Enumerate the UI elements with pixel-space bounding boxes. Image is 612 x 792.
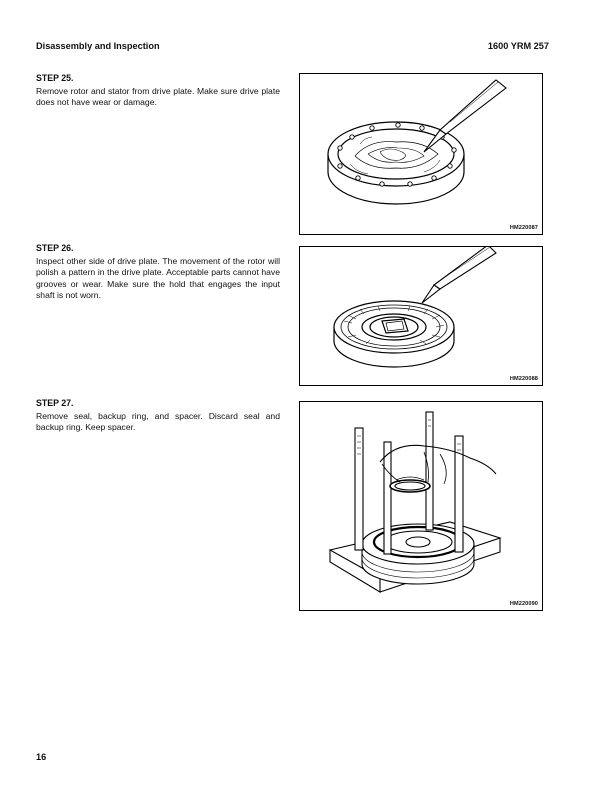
- figure-drive-plate: [299, 73, 543, 235]
- figure-drive-plate-reverse: [299, 246, 543, 386]
- step-27: [36, 398, 280, 434]
- figure-seal-removal: [299, 401, 543, 611]
- document-code: 1600 YRM 257: [487, 41, 549, 51]
- step-26-text: Inspect other side of drive plate. The movement of the rotor will polish a pattern in the drive plate. Acceptable parts cannot have grooves or wear. Make sure the hold that engages the input shaft is not worn.: [36, 255, 280, 301]
- step-26: [36, 243, 280, 302]
- page-number: 16: [36, 752, 47, 762]
- figure-id-label: HM220088: [509, 376, 538, 382]
- step-25-title: STEP 25.: [36, 73, 74, 83]
- section-title: Disassembly and Inspection: [36, 41, 160, 51]
- figure-id-label: HM220090: [509, 601, 538, 607]
- step-25-text: Remove rotor and stator from drive plate. Make sure drive plate does not have wear or damage.: [36, 85, 280, 108]
- seal-removal-illustration: [300, 402, 542, 610]
- step-27-text: Remove seal, backup ring, and spacer. Discard seal and backup ring. Keep spacer.: [36, 410, 280, 433]
- drive-plate-reverse-illustration: [300, 247, 542, 385]
- figure-id-label: HM220087: [509, 225, 538, 231]
- step-25: [36, 73, 280, 109]
- drive-plate-illustration: [300, 74, 542, 234]
- step-27-title: STEP 27.: [36, 398, 74, 408]
- step-26-title: STEP 26.: [36, 243, 74, 253]
